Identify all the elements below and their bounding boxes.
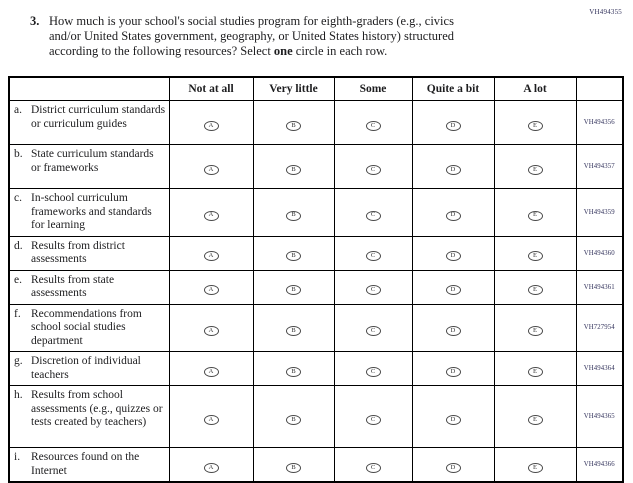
answer-bubble-not-at-all[interactable]: A [204, 211, 219, 221]
row-letter: a. [14, 104, 22, 116]
answer-bubble-quite-a-bit[interactable]: D [446, 463, 461, 473]
answer-cell-some [334, 304, 412, 352]
column-header-quite-a-bit: Quite a bit [412, 77, 494, 101]
answer-cell-some [334, 386, 412, 448]
table-row [9, 448, 623, 483]
table-row [9, 236, 623, 270]
answer-cell-quite-a-bit [412, 352, 494, 386]
row-code: VH494357 [576, 145, 623, 189]
answer-bubble-a-lot[interactable]: E [528, 367, 543, 377]
row-code: VH494365 [576, 386, 623, 448]
row-letter: c. [14, 192, 22, 204]
answer-bubble-quite-a-bit[interactable]: D [446, 415, 461, 425]
answer-bubble-a-lot[interactable]: E [528, 165, 543, 175]
table-row [9, 386, 623, 448]
row-letter: i. [14, 451, 21, 463]
answer-bubble-not-at-all[interactable]: A [204, 251, 219, 261]
row-label-cell [9, 189, 169, 237]
answer-bubble-quite-a-bit[interactable]: D [446, 165, 461, 175]
answer-cell-not-at-all [169, 101, 253, 145]
answer-bubble-very-little[interactable]: B [286, 211, 301, 221]
answer-cell-a-lot [494, 270, 576, 304]
response-matrix-table [8, 76, 624, 483]
answer-bubble-quite-a-bit[interactable]: D [446, 285, 461, 295]
row-label-text: Results from state assessments [31, 273, 115, 299]
answer-bubble-not-at-all[interactable]: A [204, 463, 219, 473]
row-letter: g. [14, 355, 23, 367]
row-label-cell [9, 304, 169, 352]
row-label-text: District curriculum standards or curriculum guides [31, 104, 166, 130]
answer-bubble-some[interactable]: C [366, 121, 381, 131]
answer-cell-some [334, 101, 412, 145]
answer-bubble-not-at-all[interactable]: A [204, 121, 219, 131]
answer-cell-quite-a-bit [412, 145, 494, 189]
answer-cell-quite-a-bit [412, 189, 494, 237]
answer-cell-not-at-all [169, 352, 253, 386]
question-line-2: and/or United States government, geography, or United States history) structured [49, 29, 454, 43]
answer-cell-quite-a-bit [412, 386, 494, 448]
answer-bubble-very-little[interactable]: B [286, 121, 301, 131]
answer-cell-some [334, 448, 412, 483]
row-letter: e. [14, 273, 22, 286]
answer-cell-a-lot [494, 304, 576, 352]
row-code: VH494361 [576, 270, 623, 304]
answer-bubble-very-little[interactable]: B [286, 165, 301, 175]
answer-cell-some [334, 270, 412, 304]
answer-bubble-some[interactable]: C [366, 367, 381, 377]
answer-bubble-not-at-all[interactable]: A [204, 367, 219, 377]
answer-cell-a-lot [494, 189, 576, 237]
row-code: VH494364 [576, 352, 623, 386]
answer-cell-a-lot [494, 101, 576, 145]
answer-bubble-quite-a-bit[interactable]: D [446, 121, 461, 131]
answer-cell-quite-a-bit [412, 101, 494, 145]
row-letter: d. [14, 239, 23, 252]
table-row [9, 189, 623, 237]
table-row [9, 352, 623, 386]
row-label-text: In-school curriculum frameworks and standards for learning [31, 192, 152, 231]
answer-cell-very-little [253, 270, 334, 304]
row-label-text: State curriculum standards or frameworks [31, 148, 154, 174]
answer-bubble-a-lot[interactable]: E [528, 326, 543, 336]
answer-bubble-a-lot[interactable]: E [528, 121, 543, 131]
answer-cell-very-little [253, 189, 334, 237]
answer-bubble-very-little[interactable]: B [286, 367, 301, 377]
row-code: VH494366 [576, 448, 623, 483]
answer-cell-very-little [253, 101, 334, 145]
row-label-cell [9, 101, 169, 145]
answer-bubble-a-lot[interactable]: E [528, 463, 543, 473]
answer-bubble-a-lot[interactable]: E [528, 415, 543, 425]
answer-cell-not-at-all [169, 270, 253, 304]
answer-cell-not-at-all [169, 386, 253, 448]
answer-bubble-some[interactable]: C [366, 251, 381, 261]
row-label-text: Recommendations from school social studies department [31, 307, 142, 347]
answer-cell-not-at-all [169, 304, 253, 352]
header-code-empty [576, 77, 623, 101]
answer-bubble-very-little[interactable]: B [286, 326, 301, 336]
row-label-cell [9, 236, 169, 270]
answer-cell-not-at-all [169, 236, 253, 270]
answer-bubble-very-little[interactable]: B [286, 415, 301, 425]
answer-bubble-some[interactable]: C [366, 165, 381, 175]
row-code: VH494360 [576, 236, 623, 270]
column-header-not-at-all: Not at all [169, 77, 253, 101]
question-block [0, 0, 633, 59]
answer-cell-very-little [253, 448, 334, 483]
answer-cell-some [334, 189, 412, 237]
answer-bubble-a-lot[interactable]: E [528, 211, 543, 221]
question-text [49, 14, 569, 59]
table-row [9, 270, 623, 304]
answer-cell-not-at-all [169, 189, 253, 237]
answer-bubble-very-little[interactable]: B [286, 251, 301, 261]
answer-cell-a-lot [494, 352, 576, 386]
answer-bubble-quite-a-bit[interactable]: D [446, 326, 461, 336]
answer-cell-a-lot [494, 145, 576, 189]
answer-bubble-very-little[interactable]: B [286, 463, 301, 473]
table-row [9, 304, 623, 352]
row-label-cell [9, 352, 169, 386]
column-header-some: Some [334, 77, 412, 101]
answer-cell-very-little [253, 236, 334, 270]
column-header-a-lot: A lot [494, 77, 576, 101]
row-letter: b. [14, 148, 23, 160]
column-header-very-little: Very little [253, 77, 334, 101]
answer-bubble-some[interactable]: C [366, 211, 381, 221]
row-letter: f. [14, 307, 21, 320]
question-line-3-post: circle in each row. [292, 44, 388, 58]
form-item-code: VH494355 [589, 8, 622, 16]
answer-bubble-quite-a-bit[interactable]: D [446, 211, 461, 221]
answer-bubble-a-lot[interactable]: E [528, 251, 543, 261]
answer-cell-quite-a-bit [412, 448, 494, 483]
question-number: 3. [30, 14, 40, 28]
answer-cell-some [334, 145, 412, 189]
answer-cell-not-at-all [169, 145, 253, 189]
answer-bubble-quite-a-bit[interactable]: D [446, 367, 461, 377]
header-corner-empty [9, 77, 169, 101]
answer-cell-some [334, 352, 412, 386]
answer-bubble-some[interactable]: C [366, 285, 381, 295]
answer-bubble-quite-a-bit[interactable]: D [446, 251, 461, 261]
row-label-cell [9, 270, 169, 304]
answer-bubble-a-lot[interactable]: E [528, 285, 543, 295]
row-label-cell [9, 145, 169, 189]
row-label-cell [9, 448, 169, 483]
row-code: VH727954 [576, 304, 623, 352]
header-row [9, 77, 623, 101]
row-code: VH494356 [576, 101, 623, 145]
answer-bubble-some[interactable]: C [366, 463, 381, 473]
answer-bubble-some[interactable]: C [366, 415, 381, 425]
row-letter: h. [14, 389, 23, 401]
question-line-1: How much is your school's social studies program for eighth-graders (e.g., civics [49, 14, 454, 28]
answer-cell-some [334, 236, 412, 270]
answer-bubble-very-little[interactable]: B [286, 285, 301, 295]
answer-bubble-not-at-all[interactable]: A [204, 326, 219, 336]
table-row [9, 145, 623, 189]
answer-cell-very-little [253, 145, 334, 189]
answer-cell-quite-a-bit [412, 236, 494, 270]
answer-bubble-not-at-all[interactable]: A [204, 415, 219, 425]
row-label-cell [9, 386, 169, 448]
row-label-text: Results from district assessments [31, 239, 125, 265]
answer-cell-very-little [253, 304, 334, 352]
answer-bubble-not-at-all[interactable]: A [204, 285, 219, 295]
table-row [9, 101, 623, 145]
question-emphasis-one: one [273, 44, 293, 58]
answer-cell-a-lot [494, 236, 576, 270]
row-label-text: Discretion of individual teachers [31, 355, 141, 381]
row-label-text: Resources found on the Internet [31, 451, 140, 477]
answer-cell-very-little [253, 386, 334, 448]
row-code: VH494359 [576, 189, 623, 237]
row-label-text: Results from school assessments (e.g., quizzes or tests created by teachers) [31, 389, 163, 428]
answer-cell-quite-a-bit [412, 304, 494, 352]
answer-cell-a-lot [494, 448, 576, 483]
answer-cell-quite-a-bit [412, 270, 494, 304]
answer-cell-not-at-all [169, 448, 253, 483]
question-line-3-pre: according to the following resources? Select [49, 44, 274, 58]
answer-bubble-not-at-all[interactable]: A [204, 165, 219, 175]
answer-cell-very-little [253, 352, 334, 386]
answer-cell-a-lot [494, 386, 576, 448]
answer-bubble-some[interactable]: C [366, 326, 381, 336]
